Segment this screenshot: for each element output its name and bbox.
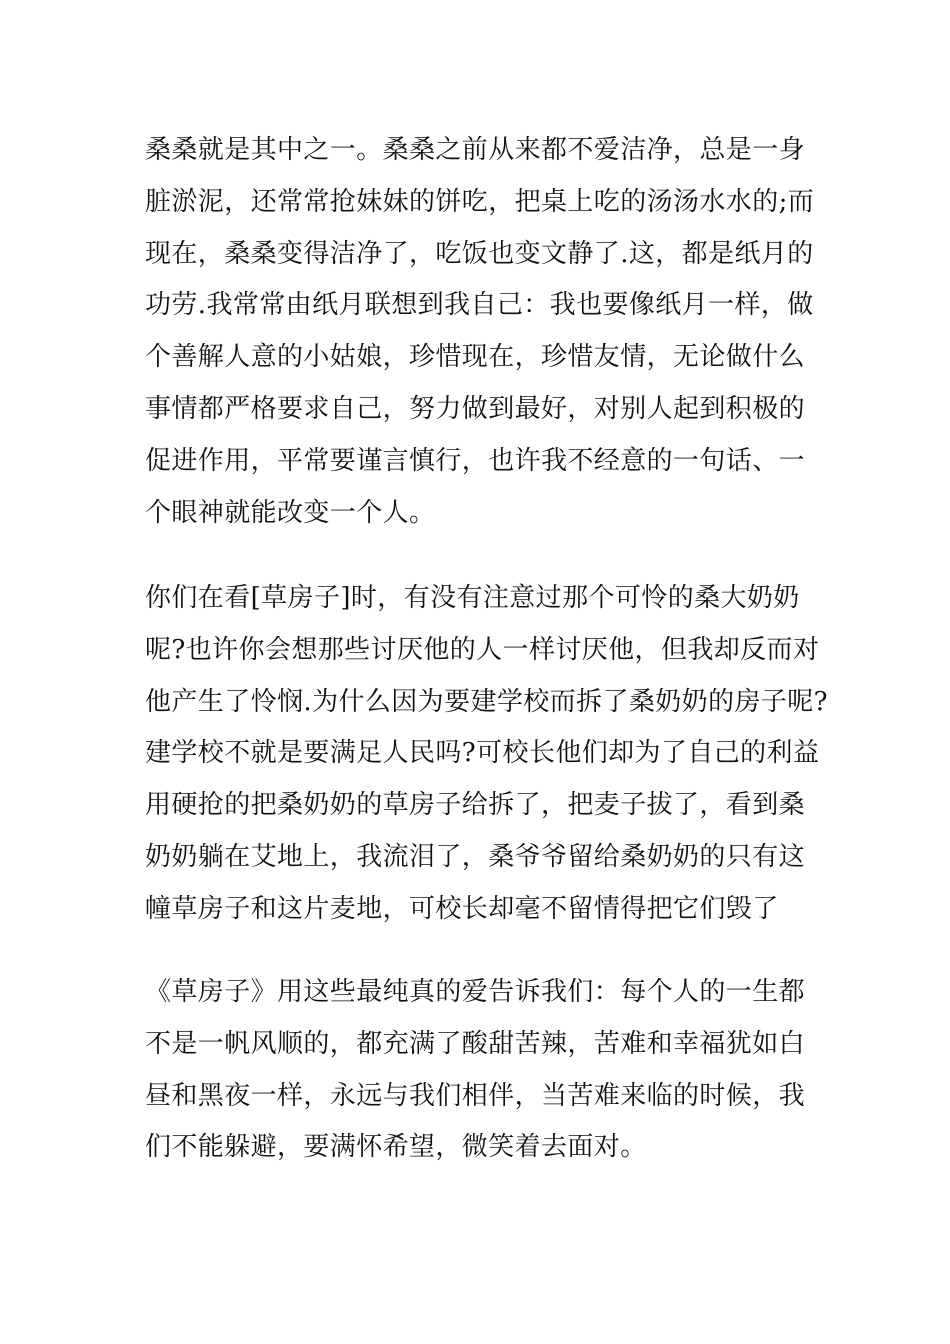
paragraph-line: 他产生了怜悯.为什么因为要建学校而拆了桑奶奶的房子呢? [145,686,829,717]
paragraph-line: 用硬抢的把桑奶奶的草房子给拆了，把麦子拔了，看到桑 [145,790,806,821]
paragraph-line: 桑桑就是其中之一。桑桑之前从来都不爱洁净，总是一身 [145,135,806,165]
paragraph-line: 不是一帆风顺的，都充满了酸甜苦辣，苦难和幸福犹如白 [145,1028,806,1059]
paragraph-line: 建学校不就是要满足人民吗?可校长他们却为了自己的利益 [145,738,820,769]
paragraph-line: 个眼神就能改变一个人。 [145,497,436,528]
paragraph-line: 脏淤泥，还常常抢妹妹的饼吃，把桌上吃的汤汤水水的;而 [145,186,815,217]
paragraph-line: 个善解人意的小姑娘，珍惜现在，珍惜友情，无论做什么 [145,342,806,373]
paragraph-1 [145,125,825,539]
paragraph-line: 你们在看[草房子]时，有没有注意过那个可怜的桑大奶奶 [145,583,800,613]
paragraph-line: 呢?也许你会想那些讨厌他的人一样讨厌他，但我却反而对 [145,634,820,665]
paragraph-line: 幢草房子和这片麦地，可校长却毫不留情得把它们毁了 [145,893,779,924]
paragraph-line: 事情都严格要求自己，努力做到最好，对别人起到积极的 [145,393,806,424]
paragraph-line: 《草房子》用这些最纯真的爱告诉我们：每个人的一生都 [145,977,806,1007]
paragraph-3 [145,967,825,1174]
paragraph-2 [145,573,829,936]
paragraph-line: 昼和黑夜一样，永远与我们相伴，当苦难来临的时候，我 [145,1080,806,1111]
paragraph-line: 功劳.我常常由纸月联想到我自己：我也要像纸月一样，做 [145,290,814,321]
paragraph-line: 们不能躲避，要满怀希望，微笑着去面对。 [145,1132,647,1163]
paragraph-line: 促进作用，平常要谨言慎行，也许我不经意的一句话、一 [145,445,806,476]
paragraph-line: 奶奶躺在艾地上，我流泪了，桑爷爷留给桑奶奶的只有这 [145,841,806,872]
paragraph-line: 现在，桑桑变得洁净了，吃饭也变文静了.这，都是纸月的 [145,238,814,269]
